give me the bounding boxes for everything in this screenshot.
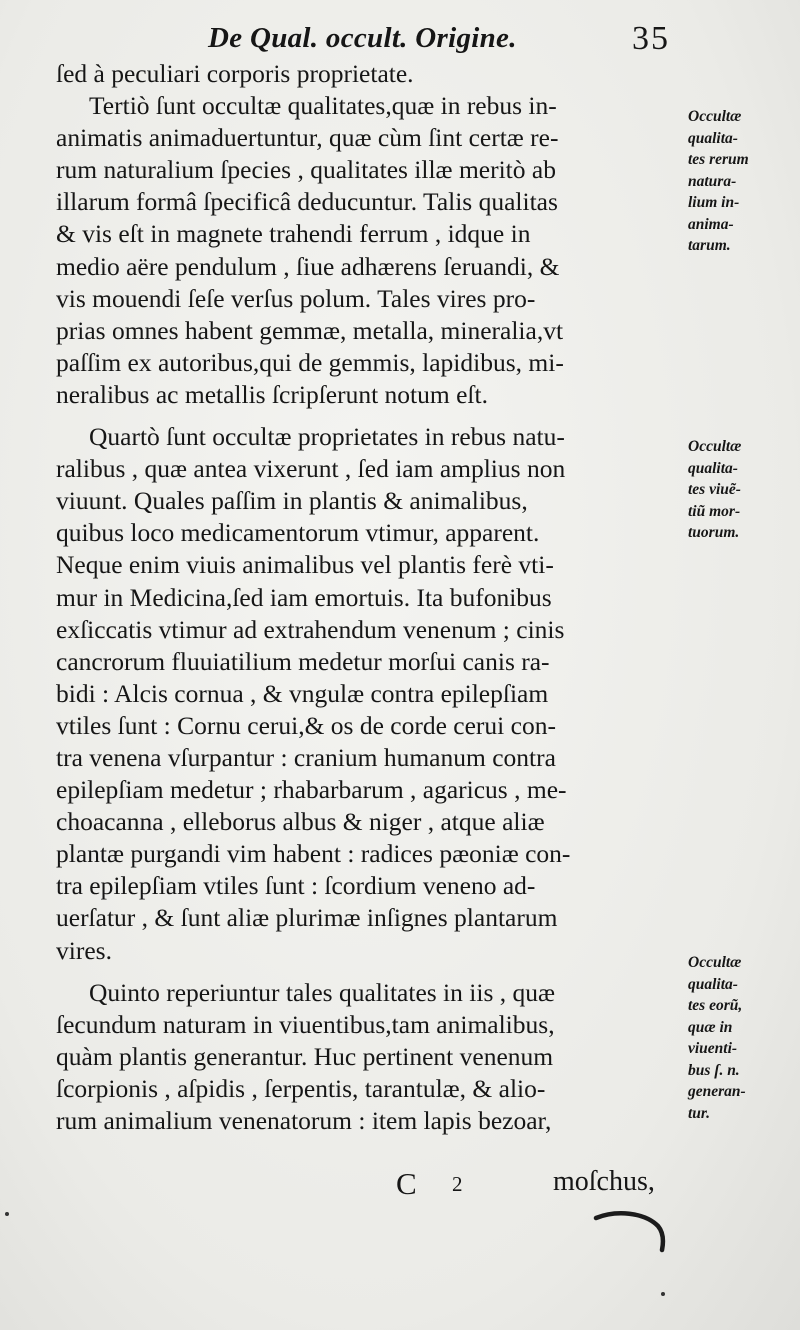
margin-note-line: qualita- (688, 459, 738, 477)
text-line: vtiles ſunt : Cornu cerui,& os de corde cerui con- (56, 710, 556, 740)
ink-smudge (592, 1208, 672, 1258)
margin-note-line: Occultæ (688, 438, 742, 455)
margin-note-line: tur. (688, 1104, 710, 1122)
text-line: illarum formâ ſpecificâ deducuntur. Talis qualitas (56, 187, 558, 217)
text-line: Quartò ſunt occultæ proprietates in rebus natu- (89, 422, 565, 452)
margin-note-line: qualita- (688, 975, 738, 993)
text-line: ſecundum naturam in viuentibus,tam animalibus, (56, 1009, 555, 1039)
text-line: viuunt. Quales paſſim in plantis & animalibus, (56, 486, 528, 516)
text-line: Tertiò ſunt occultæ qualitates,quæ in rebus in- (89, 91, 557, 121)
text-line: uerſatur , & ſunt aliæ plurimæ inſignes plantarum (56, 903, 558, 933)
text-line: medio aëre pendulum , ſiue adhærens ſeruandi, & (56, 251, 560, 281)
text-line: plantæ purgandi vim habent : radices pæoniæ con- (56, 839, 571, 869)
margin-note-line: natura- (688, 172, 737, 190)
margin-note (688, 106, 794, 257)
text-line: bidi : Alcis cornua , & vngulæ contra epilepſiam (56, 678, 549, 708)
text-line: animatis animaduertuntur, quæ cùm ſint certæ re- (56, 123, 559, 153)
text-line: ſed à peculiari corporis proprietate. (56, 59, 414, 88)
text-line: quàm plantis generantur. Huc pertinent venenum (56, 1041, 554, 1071)
margin-note-line: qualita- (688, 129, 738, 147)
text-line: cancrorum fluuiatilium medetur morſui canis ra- (56, 646, 550, 676)
text-line: ralibus , quæ antea vixerunt , ſed iam amplius non (56, 454, 566, 484)
text-line: Quinto reperiuntur tales qualitates in iis , quæ (89, 977, 555, 1007)
margin-note-line: tarum. (688, 237, 731, 254)
text-line: neralibus ac metallis ſcripſerunt notum eſt. (56, 379, 488, 409)
signature-line (396, 1166, 672, 1202)
text-line: & vis eſt in magnete trahendi ferrum , idque in (56, 219, 531, 249)
paragraph-gap (56, 967, 674, 977)
text-line: vis mouendi ſeſe verſus polum. Tales vires pro- (56, 283, 536, 313)
text-line: rum animalium venenatorum : item lapis bezoar, (56, 1106, 552, 1135)
margin-note-line: bus ſ. n. (688, 1061, 740, 1079)
margin-note-line: anima- (688, 215, 734, 233)
body-text (56, 58, 674, 1137)
signature-mark: C (396, 1166, 417, 1201)
text-line: rum naturalium ſpecies , qualitates illæ meritò ab (56, 155, 556, 185)
catchword: moſchus, (553, 1166, 655, 1197)
margin-note-line: tes eorũ, (688, 997, 743, 1014)
text-line: exſiccatis vtimur ad extrahendum venenum ; cinis (56, 614, 565, 644)
margin-note-line: Occultæ (688, 108, 742, 125)
margin-note (688, 952, 794, 1124)
margin-note-line: tes viuẽ- (688, 481, 741, 498)
text-line: mur in Medicina,ſed iam emortuis. Ita bufonibus (56, 582, 552, 612)
margin-note-line: Occultæ (688, 954, 742, 971)
margin-note-line: generan- (688, 1083, 746, 1100)
margin-note-line: tes rerum (688, 151, 749, 168)
ink-speck (5, 1212, 9, 1216)
paragraph-gap (56, 411, 674, 421)
text-line: quibus loco medicamentorum vtimur, apparent. (56, 518, 540, 548)
running-title: De Qual. occult. Origine. (208, 22, 517, 54)
ink-speck (661, 1292, 665, 1296)
margin-note-line: viuenti- (688, 1040, 738, 1057)
text-line: tra epilepſiam vtiles ſunt : ſcordium veneno ad- (56, 871, 536, 901)
margin-note (688, 436, 794, 544)
text-line: epilepſiam medetur ; rhabarbarum , agaricus , me- (56, 775, 567, 805)
margin-note-line: lium in- (688, 194, 740, 211)
text-line: paſſim ex autoribus,qui de gemmis, lapidibus, mi- (56, 347, 564, 377)
margin-note-line: tuorum. (688, 524, 740, 541)
margin-note-line: quæ in (688, 1018, 733, 1036)
page-number: 35 (632, 20, 670, 57)
text-line: ſcorpionis , aſpidis , ſerpentis, tarantulæ, & alio- (56, 1073, 546, 1103)
text-line: vires. (56, 935, 112, 965)
signature-number: 2 (452, 1172, 463, 1196)
text-line: prias omnes habent gemmæ, metalla, mineralia,vt (56, 315, 564, 345)
text-line: choacanna , elleborus albus & niger , atque aliæ (56, 807, 545, 837)
margin-note-line: tiũ mor- (688, 502, 741, 520)
text-line: Neque enim viuis animalibus vel plantis ferè vti- (56, 550, 554, 580)
text-line: tra venena vſurpantur : cranium humanum contra (56, 742, 556, 772)
